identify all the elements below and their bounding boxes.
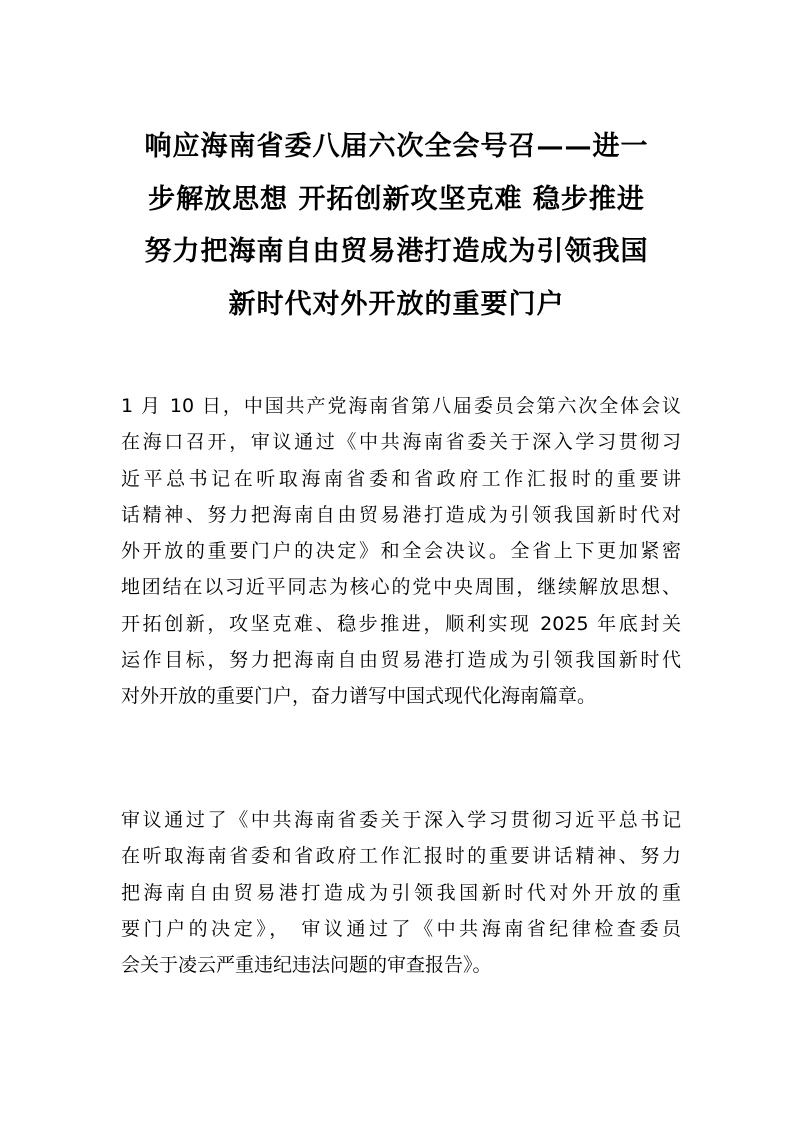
paragraph-line: 开拓创新，攻坚克难、稳步推进，顺利实现 2025 年底封关 <box>121 612 681 635</box>
title-line: 步解放思想 开拓创新攻坚克难 稳步推进 <box>148 183 645 215</box>
paragraph-line: 会关于凌云严重违纪违法问题的审查报告》。 <box>121 954 492 977</box>
paragraph-line: 运作目标，努力把海南自由贸易港打造成为引领我国新时代 <box>121 649 681 672</box>
paragraph-line: 审议通过了《中共海南省委关于深入学习贯彻习近平总书记 <box>121 809 681 831</box>
paragraph-line: 地团结在以习近平同志为核心的党中央周围，继续解放思想、 <box>121 576 681 599</box>
paragraph-line: 1 月 10 日，中国共产党海南省第八届委员会第六次全体会议 <box>121 395 681 417</box>
paragraph-line: 在海口召开，审议通过《中共海南省委关于深入学习贯彻习 <box>121 431 681 454</box>
title-line: 努力把海南自由贸易港打造成为引领我国 <box>144 236 649 267</box>
body-paragraph-2 <box>121 802 681 983</box>
paragraph-line: 近平总书记在听取海南省委和省政府工作汇报时的重要讲 <box>121 467 681 490</box>
paragraph-line: 外开放的重要门户的决定》和全会决议。全省上下更加紧密 <box>121 540 681 563</box>
paragraph-line: 话精神、努力把海南自由贸易港打造成为引领我国新时代对 <box>121 503 681 526</box>
body-paragraph-1 <box>121 388 681 715</box>
document-title <box>100 121 693 331</box>
paragraph-line: 对外开放的重要门户，奋力谱写中国式现代化海南篇章。 <box>121 685 597 708</box>
paragraph-line: 把海南自由贸易港打造成为引领我国新时代对外开放的重 <box>121 881 681 904</box>
paragraph-line: 要门户的决定》， 审议通过了《中共海南省纪律检查委员 <box>121 917 681 940</box>
paragraph-line: 在听取海南省委和省政府工作汇报时的重要讲话精神、努力 <box>121 845 681 868</box>
title-line: 新时代对外开放的重要门户 <box>228 288 565 320</box>
title-line: 响应海南省委八届六次全会号召——进一 <box>144 131 649 162</box>
